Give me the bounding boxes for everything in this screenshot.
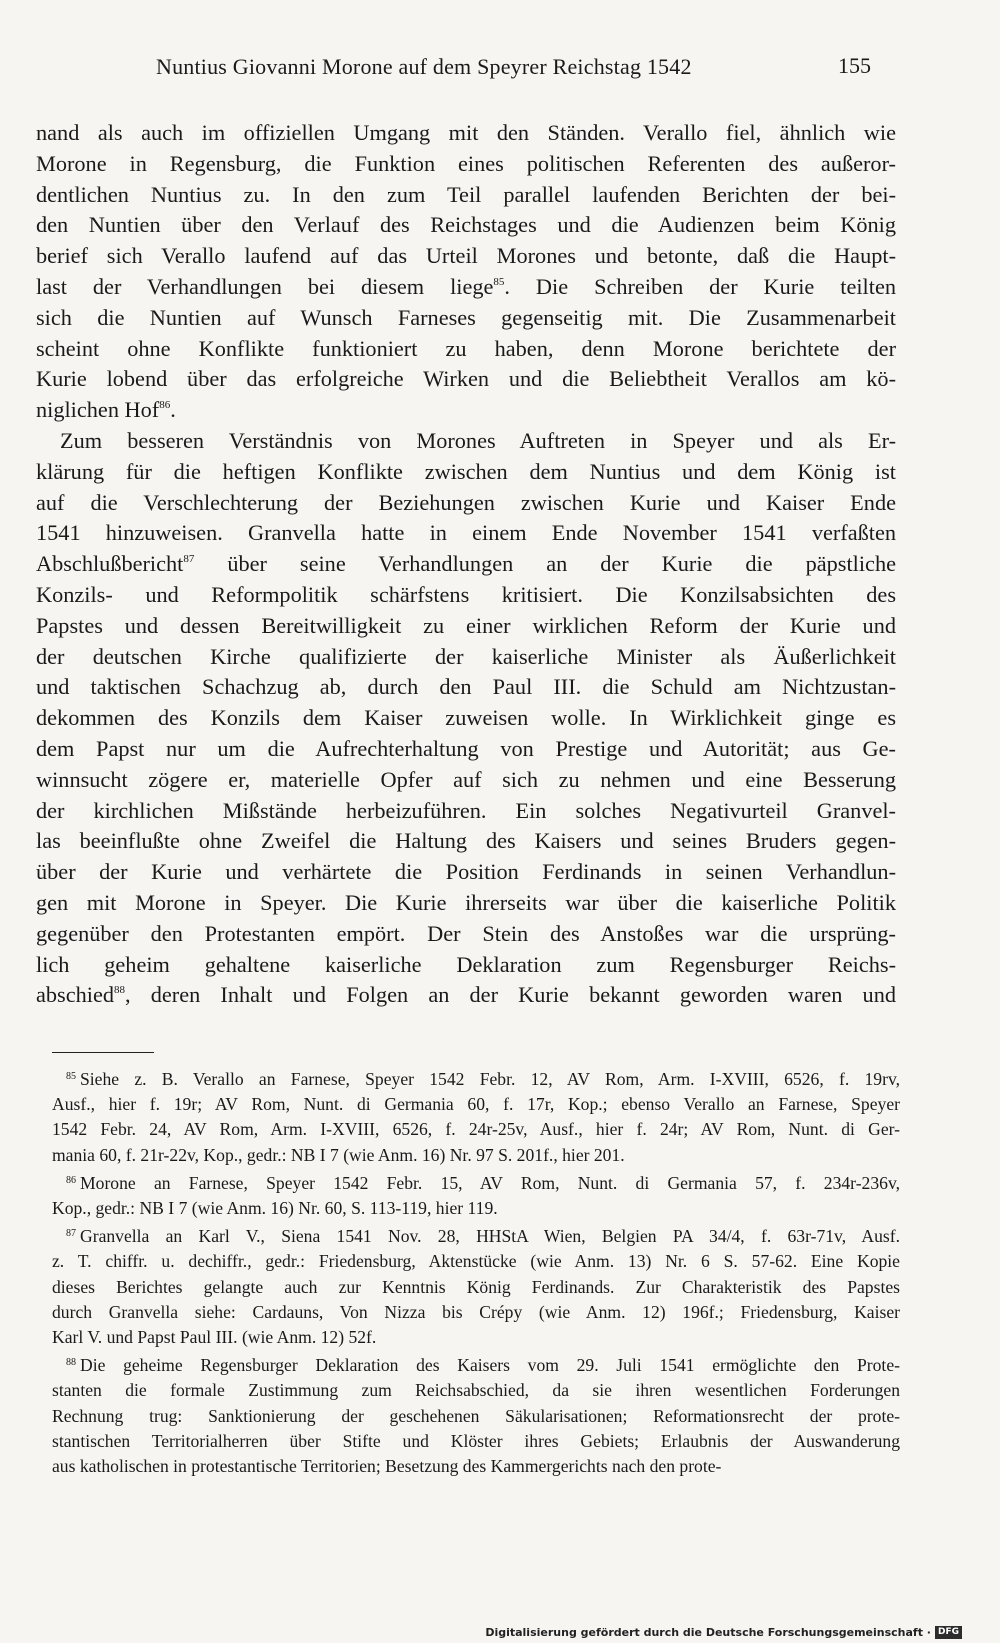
body-line [36,518,896,549]
body-line-text: der deutschen Kirche qualifizierte der kaiserliche Minister als Äußerlichkeit [36,643,896,669]
footnote-line [52,1300,900,1325]
body-line-text: und taktischen Schachzug ab, durch den Paul III. die Schuld am Nichtzustan- [36,674,896,700]
body-line [36,765,896,796]
body-line [36,642,896,673]
body-line [36,149,896,180]
body-line-text: sich die Nuntien auf Wunsch Farneses gegenseitig mit. Die Zusammenarbeit [36,304,896,330]
footnote [52,1350,900,1479]
body-line-text: Konzils- und Reformpolitik schärfstens kritisiert. Die Konzilsabsichten des [36,581,896,607]
body-line-text: scheint ohne Konflikte funktioniert zu haben, denn Morone berichtete der [36,335,896,361]
footnote [52,1064,900,1168]
running-title: Nuntius Giovanni Morone auf dem Speyrer Reichstag 1542 [156,54,692,79]
footnote-number: 86 [66,1174,76,1186]
footnote-text: durch Granvella siehe: Cardauns, Von Nizza bis Crépy (wie Anm. 12) 196f.; Friedensburg, Kaiser [52,1301,900,1322]
body-line [36,118,896,149]
footnote-text: aus katholischen in protestantische Territorien; Besetzung des Kammergerichts nach den prote- [52,1456,722,1477]
body-line-text: winnsucht zögere er, materielle Opfer auf sich zu nehmen und eine Besserung [36,766,896,792]
body-line [36,734,896,765]
body-line-text: gen mit Morone in Speyer. Die Kurie ihrerseits war über die kaiserliche Politik [36,889,896,915]
footnote-line [52,1064,900,1092]
footnote-line [52,1249,900,1274]
body-line-text: niglichen Hof [36,397,160,423]
footnote-line [52,1325,900,1350]
footnote-line [52,1117,900,1142]
body-line [36,303,896,334]
footnote-separator [52,1052,154,1053]
body-line [36,796,896,827]
footnote-reference: 85 [493,275,505,288]
footnote-text: dieses Berichtes gelangte auch zur Kenntnis König Ferdinands. Zur Charakteristik des Papstes [52,1276,900,1297]
body-line-text: dekommen des Konzils dem Kaiser zuweisen wolle. In Wirklichkeit ginge es [36,705,896,731]
footnote-reference: 87 [183,553,195,566]
footnote-text: Siehe z. B. Verallo an Farnese, Speyer 1542 Febr. 12, AV Rom, Arm. I-XVIII, 6526, f. 19rv, [80,1069,900,1089]
footnote-reference: 88 [114,984,126,997]
body-line-text: nand als auch im offiziellen Umgang mit den Ständen. Verallo fiel, ähnlich wie [36,120,896,145]
body-line-text: las beeinflußte ohne Zweifel die Haltung des Kaisers und seines Bruders gegen- [36,828,896,854]
body-line-text: über seine Verhandlungen an der Kurie die päpstliche [194,551,896,577]
body-line [36,919,896,950]
footnote-number: 87 [66,1228,76,1240]
credit-text: Digitalisierung gefördert durch die Deutsche Forschungsgemeinschaft · [485,1625,931,1639]
body-line [36,672,896,703]
body-line [36,950,896,981]
footnote-text: Granvella an Karl V., Siena 1541 Nov. 28, HHStA Wien, Belgien PA 34/4, f. 63r-71v, Ausf. [80,1226,900,1247]
body-line-text: gegenüber den Protestanten empört. Der Stein des Anstoßes war die ursprüng- [36,920,896,946]
footnote-number: 85 [66,1071,76,1082]
body-line [36,549,896,580]
body-line [36,857,896,888]
footnote-line [52,1404,900,1429]
body-line-text: Morone in Regensburg, die Funktion eines politischen Referenten des außeror- [36,150,896,176]
footnote-line [52,1092,900,1117]
footnote-text: stantischen Territorialherren über Stifte und Klöster ihres Gebiets; Erlaubnis der Auswanderung [52,1430,900,1451]
body-line-text: . Die Schreiben der Kurie teilten [504,273,896,299]
body-line [36,395,896,426]
body-line [36,426,896,457]
body-line-text: Abschlußbericht [36,551,184,577]
body-line-text: abschied [36,982,115,1008]
footnote-line [52,1429,900,1454]
body-line-text: Papstes und dessen Bereitwilligkeit zu einer wirklichen Reform der Kurie und [36,612,896,638]
footnote-line [52,1221,900,1249]
footnote-line [52,1196,900,1221]
footnote-text: Karl V. und Papst Paul III. (wie Anm. 12) 52f. [52,1327,377,1348]
body-line [36,980,896,1011]
footnote-text: stanten die formale Zustimmung zum Reichsabschied, da sie ihren wesentlichen Forderungen [52,1380,900,1401]
body-line [36,580,896,611]
footnote [52,1221,900,1350]
body-line-text: lich geheim gehaltene kaiserliche Deklaration zum Regensburger Reichs- [36,951,896,977]
page-header [0,54,1000,86]
dfg-logo: DFG [935,1626,962,1639]
body-line-text: dem Papst nur um die Aufrechterhaltung von Prestige und Autorität; aus Ge- [36,735,896,761]
body-line-text: Zum besseren Verständnis von Morones Auftreten in Speyer und als Er- [60,427,896,453]
footnote-line [52,1168,900,1196]
footnote [52,1168,900,1221]
footnote-text: Rechnung trug: Sanktionierung der geschehenen Säkularisationen; Reformationsrecht der prote- [52,1405,900,1426]
footnote-text: mania 60, f. 21r-22v, Kop., gedr.: NB I 7 (wie Anm. 16) Nr. 97 S. 201f., hier 201. [52,1144,625,1165]
footnote-text: z. T. chiffr. u. dechiffr., gedr.: Friedensburg, Aktenstücke (wie Anm. 13) Nr. 6 S. 57-62. Eine Kopie [52,1251,900,1272]
digitization-credit [485,1624,962,1640]
body-line-text: auf die Verschlechterung der Beziehungen zwischen Kurie und Kaiser Ende [36,489,896,515]
body-line [36,210,896,241]
footnote-text: Kop., gedr.: NB I 7 (wie Anm. 16) Nr. 60, S. 113-119, hier 119. [52,1198,498,1219]
footnote-text: Die geheime Regensburger Deklaration des Kaisers vom 29. Juli 1541 ermöglichte den Prote- [80,1355,900,1376]
footnotes [52,1064,900,1479]
footnote-text: Morone an Farnese, Speyer 1542 Febr. 15, AV Rom, Nunt. di Germania 57, f. 234r-236v, [80,1172,900,1193]
body-line [36,334,896,365]
body-line-text: den Nuntien über den Verlauf des Reichstages und die Audienzen beim König [36,212,896,238]
footnote-reference: 86 [159,399,171,412]
body-text [36,118,896,1011]
footnote-line [52,1350,900,1378]
body-line [36,180,896,211]
body-line-text: 1541 hinzuweisen. Granvella hatte in einem Ende November 1541 verfaßten [36,520,896,546]
body-line-text: über der Kurie und verhärtete die Position Ferdinands in seinen Verhandlun- [36,859,896,885]
body-line-text: berief sich Verallo laufend auf das Urteil Morones und betonte, daß die Haupt- [36,243,896,269]
body-line [36,888,896,919]
body-line [36,703,896,734]
body-line-text: klärung für die heftigen Konflikte zwischen dem Nuntius und dem König ist [36,458,896,484]
footnote-line [52,1275,900,1300]
body-line [36,488,896,519]
body-line [36,364,896,395]
body-line-text: der kirchlichen Mißstände herbeizuführen. Ein solches Negativurteil Granvel- [36,797,896,823]
footnote-text: Ausf., hier f. 19r; AV Rom, Nunt. di Germania 60, f. 17r, Kop.; ebenso Verallo an Farnese, Speyer [52,1094,900,1115]
body-line-text: . [170,397,176,423]
page-number: 155 [838,53,871,78]
body-line [36,457,896,488]
footnote-line [52,1143,900,1168]
body-line [36,272,896,303]
body-line [36,241,896,272]
footnote-number: 88 [66,1357,76,1369]
footnote-line [52,1454,900,1479]
footnote-text: 1542 Febr. 24, AV Rom, Arm. I-XVIII, 6526, f. 24r-25v, Ausf., hier f. 24r; AV Rom, Nunt. di Ger- [52,1119,900,1140]
body-line-text: , deren Inhalt und Folgen an der Kurie bekannt geworden waren und [125,982,896,1008]
footnote-line [52,1378,900,1403]
body-line [36,826,896,857]
body-line-text: Kurie lobend über das erfolgreiche Wirken und die Beliebtheit Verallos am kö- [36,366,896,392]
body-line-text: dentlichen Nuntius zu. In den zum Teil parallel laufenden Berichten der bei- [36,181,896,207]
body-line-text: last der Verhandlungen bei diesem liege [36,273,494,299]
body-line [36,611,896,642]
